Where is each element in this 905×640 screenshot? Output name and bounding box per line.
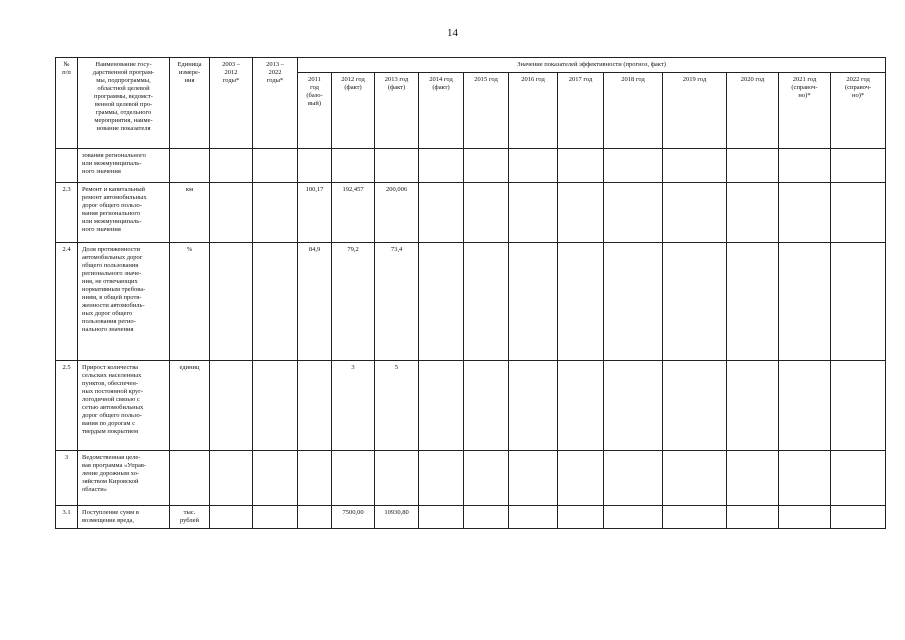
- header-col-2013-2022: 2013 – 2022 годы*: [253, 58, 298, 149]
- cell-2019: [663, 183, 727, 243]
- cell-2003-2012: [210, 183, 253, 243]
- cell-2015: [464, 506, 509, 529]
- header-year-2015: 2015 год: [464, 73, 509, 149]
- cell-2016: [509, 506, 558, 529]
- cell-2021: [779, 149, 831, 183]
- cell-2020: [727, 149, 779, 183]
- row-name: Доля протяженности автомобильных дорог общего пользования регионального значе- ния, не отвечающих нормативным требова- ниям, в общей протя- женности автомобиль- ных дорог общего пользования регио- нального значения: [78, 243, 170, 361]
- cell-2018: [604, 451, 663, 506]
- cell-2017: [558, 361, 604, 451]
- cell-2011: 84,9: [298, 243, 332, 361]
- row-unit: [170, 451, 210, 506]
- cell-2019: [663, 149, 727, 183]
- header-year-2022: 2022 год (справоч- но)*: [831, 73, 886, 149]
- table-row: [56, 243, 886, 361]
- row-number: 2.4: [56, 243, 78, 361]
- cell-2020: [727, 361, 779, 451]
- cell-2020: [727, 451, 779, 506]
- header-year-2014: 2014 год (факт): [419, 73, 464, 149]
- header-year-2018: 2018 год: [604, 73, 663, 149]
- header-col-name: Наименование госу- дарственной програм- мы, подпрограммы, областной целевой программы, ведомст- венной целевой про- граммы, отдельного мероприятия, наиме- нование показателя: [78, 58, 170, 149]
- row-name: Ведомственная целе- вая программа «Управ- ление дорожным хо- зяйством Кировской области»: [78, 451, 170, 506]
- table-row: [56, 506, 886, 529]
- cell-2003-2012: [210, 361, 253, 451]
- header-year-2016: 2016 год: [509, 73, 558, 149]
- cell-2013: 200,006: [375, 183, 419, 243]
- cell-2020: [727, 183, 779, 243]
- cell-2014: [419, 183, 464, 243]
- header-year-2019: 2019 год: [663, 73, 727, 149]
- cell-2018: [604, 149, 663, 183]
- cell-2013-2022: [253, 183, 298, 243]
- row-name: Ремонт и капитальный ремонт автомобильных дорог общего пользо- вания регионального или межмуниципаль- ного значения: [78, 183, 170, 243]
- cell-2017: [558, 506, 604, 529]
- cell-2013: 5: [375, 361, 419, 451]
- cell-2017: [558, 243, 604, 361]
- cell-2013: 73,4: [375, 243, 419, 361]
- row-unit: тыс. рублей: [170, 506, 210, 529]
- cell-2011: [298, 506, 332, 529]
- cell-2013-2022: [253, 149, 298, 183]
- table-row: [56, 183, 886, 243]
- cell-2021: [779, 506, 831, 529]
- cell-2013-2022: [253, 506, 298, 529]
- header-col-unit: Единица измере- ния: [170, 58, 210, 149]
- row-number: 3: [56, 451, 78, 506]
- header-year-2020: 2020 год: [727, 73, 779, 149]
- table-row: [56, 361, 886, 451]
- cell-2022: [831, 361, 886, 451]
- cell-2014: [419, 243, 464, 361]
- row-unit: [170, 149, 210, 183]
- row-number: [56, 149, 78, 183]
- cell-2017: [558, 451, 604, 506]
- cell-2011: 100,17: [298, 183, 332, 243]
- cell-2020: [727, 243, 779, 361]
- header-col-number: № п/п: [56, 58, 78, 149]
- cell-2016: [509, 361, 558, 451]
- efficiency-indicators-table: [55, 57, 886, 529]
- cell-2018: [604, 243, 663, 361]
- cell-2012: 3: [332, 361, 375, 451]
- cell-2014: [419, 149, 464, 183]
- cell-2012: 79,2: [332, 243, 375, 361]
- cell-2015: [464, 243, 509, 361]
- cell-2021: [779, 183, 831, 243]
- cell-2018: [604, 506, 663, 529]
- cell-2020: [727, 506, 779, 529]
- row-name: Прирост количества сельских населенных пунктов, обеспечен- ных постоянной круг- логодичной связью с сетью автомобильных дорог общего пользо- вания по дорогам с твердым покрытием: [78, 361, 170, 451]
- cell-2019: [663, 361, 727, 451]
- row-unit: %: [170, 243, 210, 361]
- cell-2019: [663, 243, 727, 361]
- cell-2022: [831, 451, 886, 506]
- row-number: 3.1: [56, 506, 78, 529]
- cell-2012: [332, 451, 375, 506]
- cell-2018: [604, 361, 663, 451]
- cell-2016: [509, 451, 558, 506]
- cell-2022: [831, 183, 886, 243]
- row-unit: км: [170, 183, 210, 243]
- header-col-2003-2012: 2003 – 2012 годы*: [210, 58, 253, 149]
- cell-2014: [419, 361, 464, 451]
- header-year-2017: 2017 год: [558, 73, 604, 149]
- cell-2022: [831, 243, 886, 361]
- cell-2013-2022: [253, 361, 298, 451]
- cell-2014: [419, 451, 464, 506]
- cell-2013: [375, 149, 419, 183]
- header-row-main: [56, 58, 886, 73]
- table-row: [56, 451, 886, 506]
- table-row: [56, 149, 886, 183]
- cell-2017: [558, 149, 604, 183]
- header-year-2012: 2012 год (факт): [332, 73, 375, 149]
- cell-2021: [779, 243, 831, 361]
- cell-2013: 10930,80: [375, 506, 419, 529]
- row-unit: единиц: [170, 361, 210, 451]
- cell-2022: [831, 506, 886, 529]
- cell-2013: [375, 451, 419, 506]
- cell-2022: [831, 149, 886, 183]
- cell-2019: [663, 506, 727, 529]
- page-number: 14: [447, 27, 458, 39]
- header-year-2011: 2011 год (базо- вый): [298, 73, 332, 149]
- cell-2003-2012: [210, 243, 253, 361]
- cell-2018: [604, 183, 663, 243]
- cell-2019: [663, 451, 727, 506]
- row-number: 2.5: [56, 361, 78, 451]
- header-group-indicator-values: Значение показателей эффективности (прогноз, факт): [298, 58, 886, 73]
- cell-2003-2012: [210, 451, 253, 506]
- cell-2015: [464, 149, 509, 183]
- cell-2003-2012: [210, 149, 253, 183]
- cell-2012: 7500,00: [332, 506, 375, 529]
- cell-2011: [298, 361, 332, 451]
- cell-2021: [779, 361, 831, 451]
- cell-2011: [298, 149, 332, 183]
- cell-2003-2012: [210, 506, 253, 529]
- header-year-2021: 2021 год (справоч- но)*: [779, 73, 831, 149]
- cell-2013-2022: [253, 451, 298, 506]
- cell-2012: 192,457: [332, 183, 375, 243]
- row-name: зования регионального или межмуниципаль- ного значения: [78, 149, 170, 183]
- row-name: Поступление сумм в возмещение вреда,: [78, 506, 170, 529]
- cell-2015: [464, 361, 509, 451]
- cell-2017: [558, 183, 604, 243]
- cell-2011: [298, 451, 332, 506]
- header-year-2013: 2013 год (факт): [375, 73, 419, 149]
- cell-2015: [464, 183, 509, 243]
- cell-2016: [509, 149, 558, 183]
- cell-2013-2022: [253, 243, 298, 361]
- cell-2016: [509, 183, 558, 243]
- cell-2015: [464, 451, 509, 506]
- cell-2012: [332, 149, 375, 183]
- cell-2014: [419, 506, 464, 529]
- cell-2021: [779, 451, 831, 506]
- row-number: 2.3: [56, 183, 78, 243]
- cell-2016: [509, 243, 558, 361]
